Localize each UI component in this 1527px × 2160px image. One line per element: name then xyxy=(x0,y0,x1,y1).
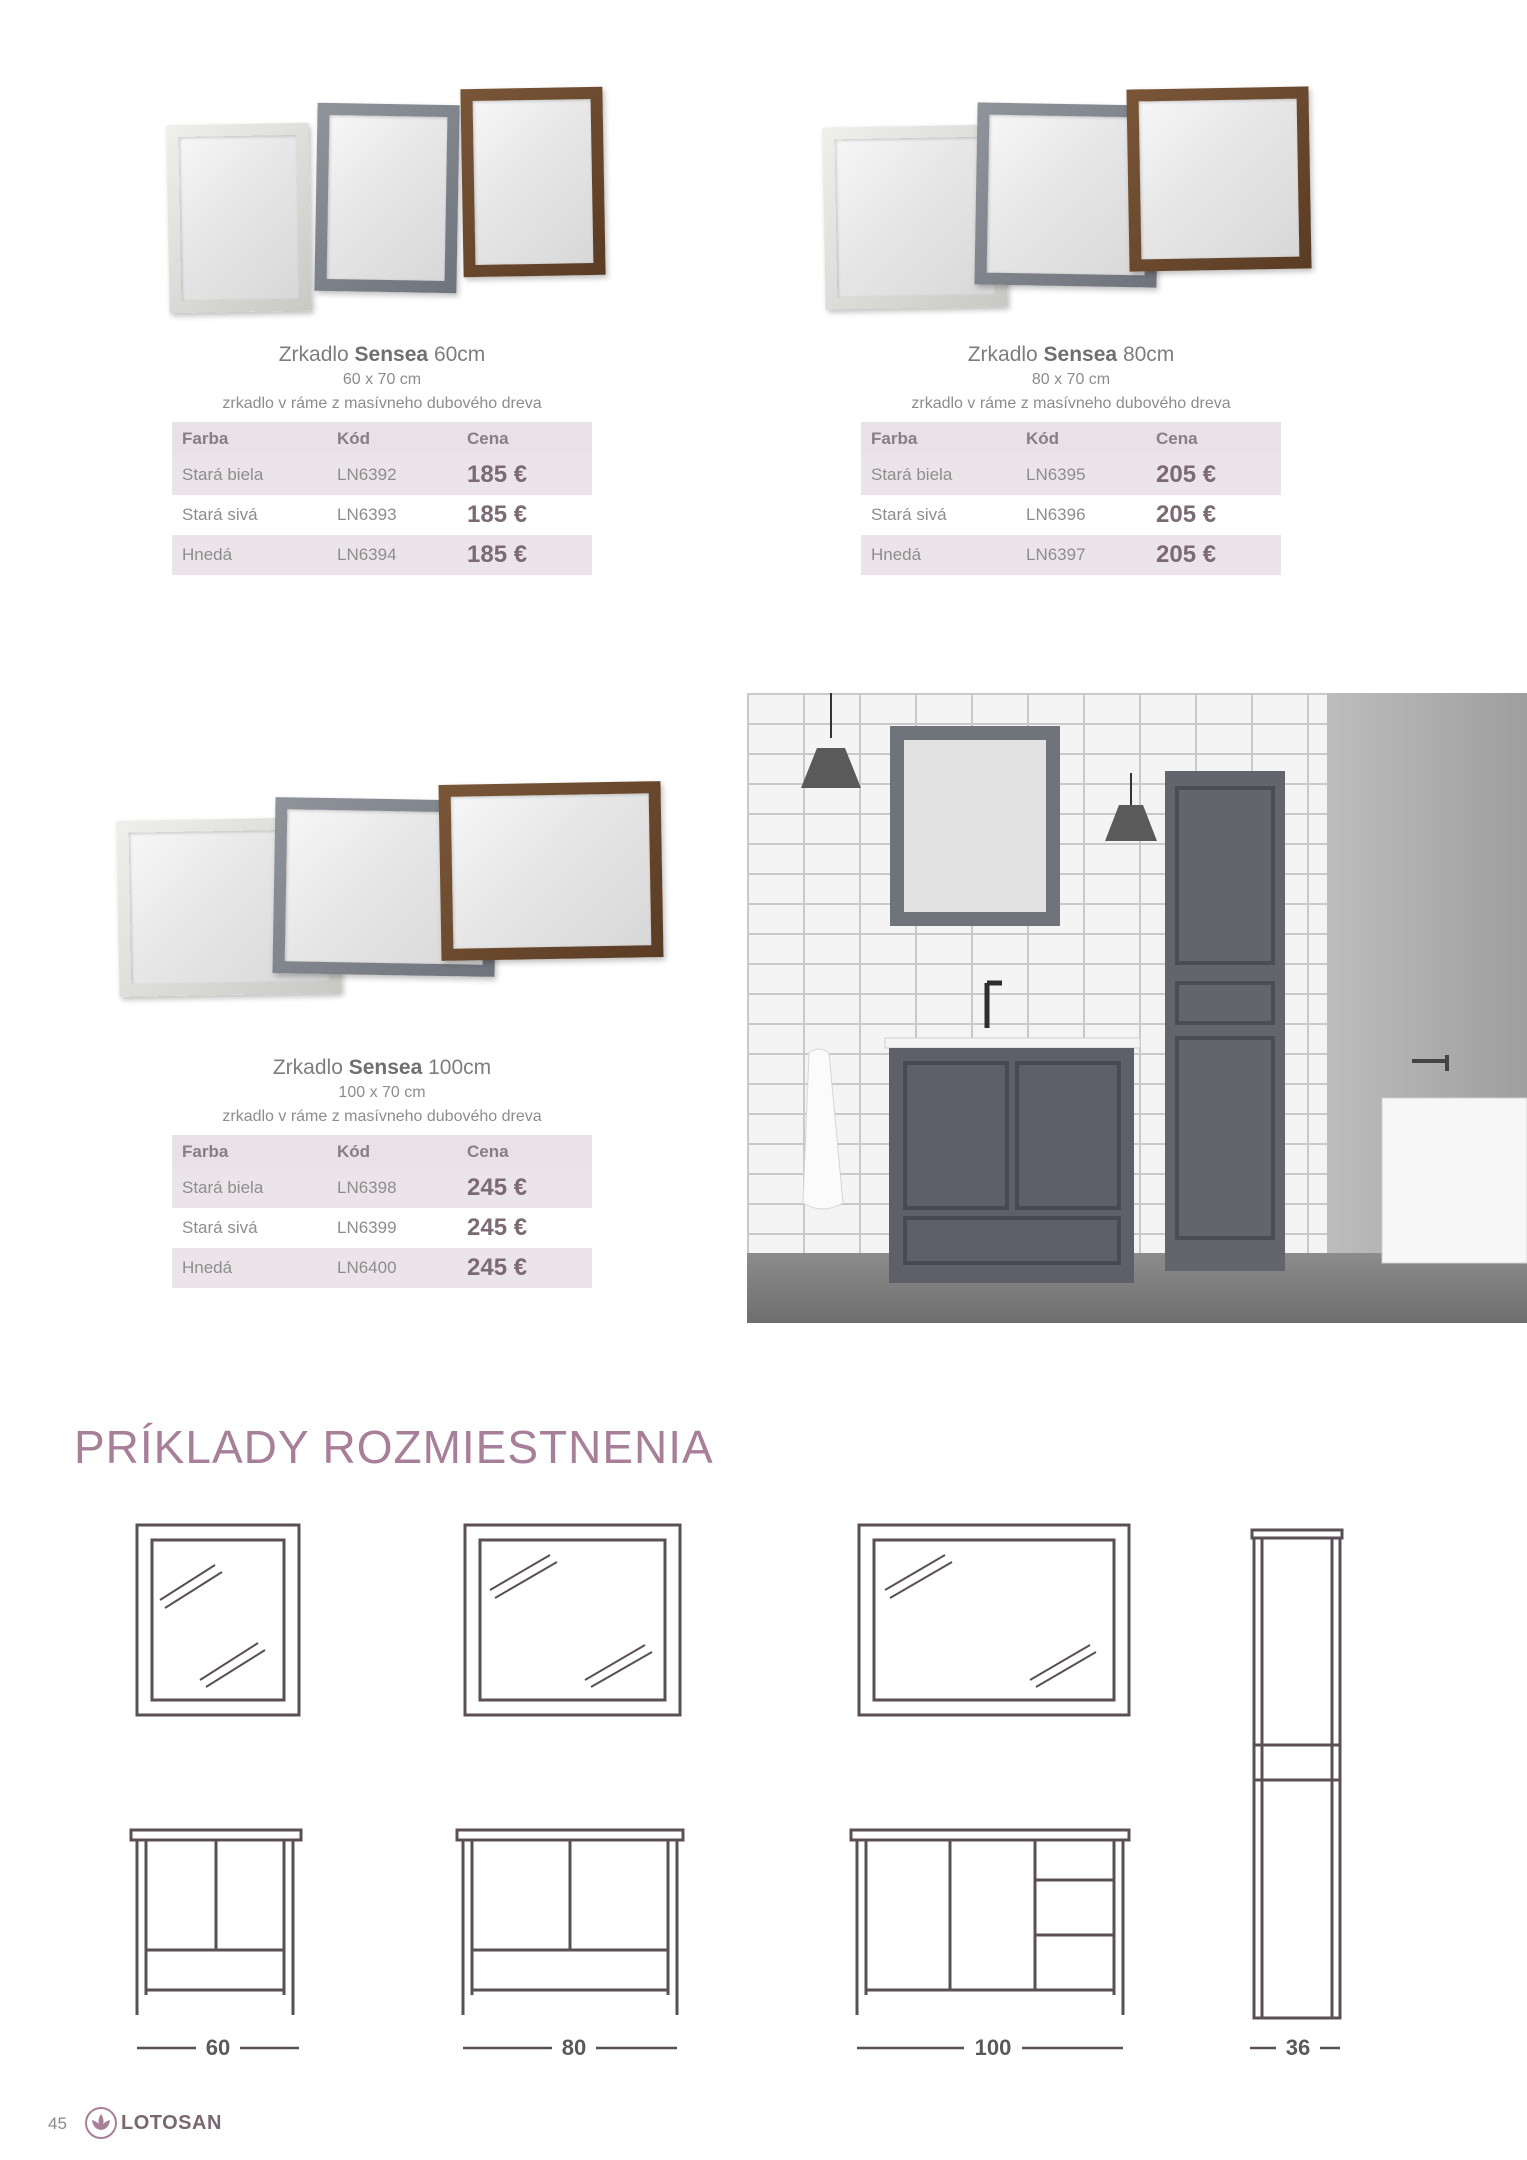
col-header-color: Farba xyxy=(861,422,1016,455)
product-description: zrkadlo v ráme z masívneho dubového dreva xyxy=(911,395,1231,412)
pendant-lamp xyxy=(1105,805,1157,841)
cell-color: Stará sivá xyxy=(182,505,258,524)
dimension-label-36: 36 xyxy=(1276,2035,1320,2061)
cell-price: 205 € xyxy=(1146,535,1281,575)
vanity-drawing-100 xyxy=(851,1830,1129,2015)
cell-color: Stará biela xyxy=(172,455,327,495)
dimension-label-60: 60 xyxy=(196,2035,240,2061)
cell-color: Hnedá xyxy=(172,535,327,575)
cell-price: 245 € xyxy=(457,1168,592,1208)
cell-code: LN6392 xyxy=(327,455,457,495)
cell-code: LN6394 xyxy=(327,535,457,575)
product-sensea-80 xyxy=(861,342,1281,575)
cell-price: 205 € xyxy=(1156,501,1217,528)
cell-code: LN6393 xyxy=(337,505,397,524)
cell-code: LN6395 xyxy=(1016,455,1146,495)
table-row xyxy=(172,1248,592,1288)
col-header-color: Farba xyxy=(172,1135,327,1168)
cell-color: Stará sivá xyxy=(182,1218,258,1237)
product-description: zrkadlo v ráme z masívneho dubového dreva xyxy=(222,395,542,412)
cell-price: 205 € xyxy=(1146,455,1281,495)
brand-name: LOTOSAN xyxy=(121,2112,222,2134)
price-table xyxy=(861,422,1281,575)
table-row xyxy=(172,495,592,535)
cell-price: 185 € xyxy=(457,455,592,495)
bath-faucet xyxy=(1412,1055,1447,1071)
mirror-drawing-100 xyxy=(859,1525,1129,1715)
col-header-code: Kód xyxy=(327,422,457,455)
table-row xyxy=(861,535,1281,575)
vanity-cabinet xyxy=(889,1048,1134,1283)
table-row xyxy=(172,1168,592,1208)
mirror-brown-80 xyxy=(1126,86,1311,271)
cell-code: LN6398 xyxy=(327,1168,457,1208)
mirror-brown-60 xyxy=(460,87,605,277)
table-row xyxy=(172,535,592,575)
mirror-brown-100 xyxy=(438,781,663,961)
product-dimensions: 80 x 70 cm xyxy=(1031,371,1111,388)
product-description: zrkadlo v ráme z masívneho dubového dreva xyxy=(222,1108,542,1125)
cell-color: Hnedá xyxy=(172,1248,327,1288)
cell-price: 245 € xyxy=(457,1248,592,1288)
col-header-price: Cena xyxy=(457,422,592,455)
dimension-label-80: 80 xyxy=(552,2035,596,2061)
product-title: Zrkadlo Sensea 60cm xyxy=(278,343,486,366)
mirror-drawing-60 xyxy=(137,1525,299,1715)
bathroom-scene xyxy=(747,693,1527,1323)
mirror-white-60 xyxy=(166,123,311,313)
cell-price: 185 € xyxy=(467,501,528,528)
cell-code: LN6397 xyxy=(1016,535,1146,575)
dimension-label-100: 100 xyxy=(964,2035,1022,2061)
bathroom-photo xyxy=(747,693,1527,1323)
product-title: Zrkadlo Sensea 80cm xyxy=(967,343,1175,366)
product-sensea-100 xyxy=(172,1055,592,1288)
cell-price: 245 € xyxy=(467,1214,528,1241)
vanity-drawing-60 xyxy=(131,1830,301,2015)
col-header-code: Kód xyxy=(1016,422,1146,455)
product-dimensions: 60 x 70 cm xyxy=(342,371,422,388)
towel xyxy=(803,1049,843,1209)
col-header-price: Cena xyxy=(457,1135,592,1168)
vanity-top xyxy=(885,1038,1140,1048)
col-header-code: Kód xyxy=(327,1135,457,1168)
cell-price: 185 € xyxy=(457,535,592,575)
table-row xyxy=(172,455,592,495)
product-photo-60 xyxy=(160,80,620,320)
page-number: 45 xyxy=(48,2114,67,2133)
col-header-price: Cena xyxy=(1146,422,1281,455)
cell-code: LN6399 xyxy=(337,1218,397,1237)
vanity-drawing-80 xyxy=(457,1830,683,2015)
table-row xyxy=(861,455,1281,495)
product-title: Zrkadlo Sensea 100cm xyxy=(272,1056,492,1079)
cell-color: Hnedá xyxy=(861,535,1016,575)
product-photo-100 xyxy=(110,775,670,1015)
price-table xyxy=(172,422,592,575)
cell-color: Stará biela xyxy=(861,455,1016,495)
product-dimensions: 100 x 70 cm xyxy=(338,1084,426,1101)
price-table xyxy=(172,1135,592,1288)
cell-color: Stará biela xyxy=(172,1168,327,1208)
cell-code: LN6400 xyxy=(327,1248,457,1288)
lotus-logo-icon xyxy=(84,2106,118,2140)
table-row xyxy=(861,495,1281,535)
product-sensea-60 xyxy=(172,342,592,575)
section-heading: PRÍKLADY ROZMIESTNENIA xyxy=(74,1421,714,1473)
tall-cabinet-drawing-36 xyxy=(1252,1530,1342,2018)
bathtub xyxy=(1382,1098,1527,1263)
product-photo-80 xyxy=(820,80,1320,320)
table-row xyxy=(172,1208,592,1248)
pendant-lamp xyxy=(801,748,861,788)
col-header-color: Farba xyxy=(172,422,327,455)
mirror-grey-60 xyxy=(314,103,459,293)
cell-code: LN6396 xyxy=(1026,505,1086,524)
cell-color: Stará sivá xyxy=(871,505,947,524)
mirror-drawing-80 xyxy=(465,1525,680,1715)
